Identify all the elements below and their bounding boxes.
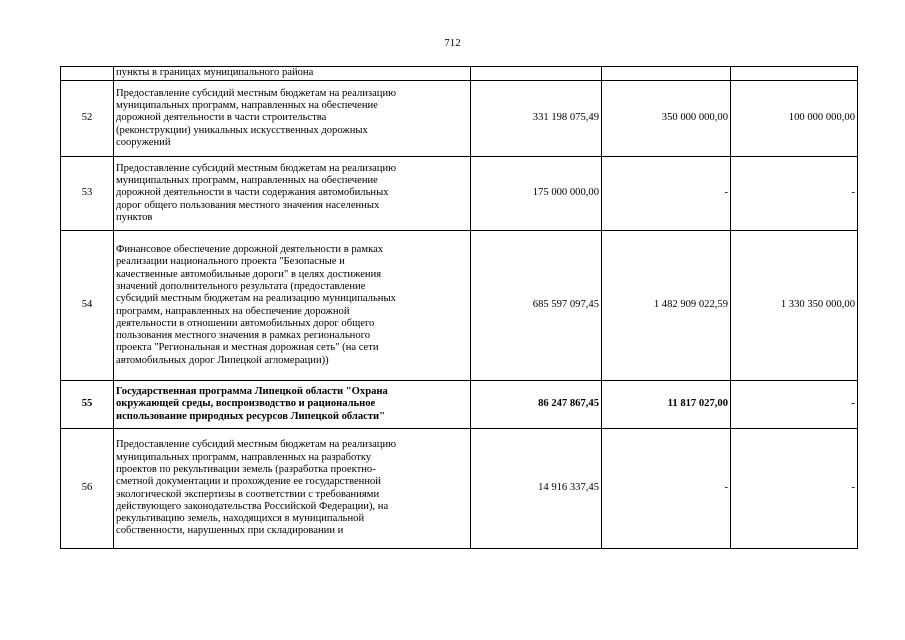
description-line: проектов по рекультивации земель (разработка проектно- [116, 463, 376, 475]
description-line: качественные автомобильные дороги" в целях достижения [116, 268, 382, 280]
amount-year-1: 175 000 000,00 [471, 157, 602, 231]
description-line: пункты в границах муниципального района [116, 67, 314, 79]
amount-year-1: 685 597 097,45 [471, 231, 602, 381]
description-line: использование природных ресурсов Липецкой области" [116, 410, 386, 422]
description-line: Предоставление субсидий местным бюджетам на реализацию [116, 87, 397, 99]
amount-year-3: 1 330 350 000,00 [731, 231, 858, 381]
budget-table [60, 66, 858, 549]
table-row [61, 381, 858, 429]
row-number: 54 [61, 231, 114, 381]
description-line: собственности, нарушенных при складировании и [116, 525, 344, 537]
description-line: автомобильных дорог Липецкой агломерации)) [116, 354, 329, 366]
description-line: значений дополнительного результата (предоставление [116, 280, 366, 292]
table-row [61, 67, 858, 81]
description-line: программ, направленных на обеспечение дорожной [116, 305, 350, 317]
amount-year-2: - [602, 429, 731, 549]
amount-year-3 [731, 67, 858, 81]
description-line: экологической экспертизы в соответствии с требованиями [116, 488, 380, 500]
amount-year-3: - [731, 429, 858, 549]
description-line: Предоставление субсидий местным бюджетам на реализацию [116, 162, 397, 174]
description-line: субсидий местным бюджетам на реализацию муниципальных [116, 293, 396, 305]
description-line: рекультивацию земель, находящихся в муниципальной [116, 513, 365, 525]
row-description [114, 381, 471, 429]
row-number: 52 [61, 81, 114, 157]
amount-year-1: 86 247 867,45 [471, 381, 602, 429]
amount-year-1 [471, 67, 602, 81]
description-line: окружающей среды, воспроизводство и рациональное [116, 398, 376, 410]
amount-year-2: 350 000 000,00 [602, 81, 731, 157]
row-number [61, 67, 114, 81]
amount-year-2: 1 482 909 022,59 [602, 231, 731, 381]
amount-year-3: - [731, 157, 858, 231]
description-line: Предоставление субсидий местным бюджетам на реализацию [116, 439, 397, 451]
row-number: 55 [61, 381, 114, 429]
description-line: дорог общего пользования местного значения населенных [116, 199, 380, 211]
row-number: 53 [61, 157, 114, 231]
row-description [114, 231, 471, 381]
row-description [114, 67, 471, 81]
description-line: дорожной деятельности в части строительства [116, 112, 327, 124]
table-row [61, 231, 858, 381]
amount-year-2 [602, 67, 731, 81]
row-description [114, 81, 471, 157]
description-line: пользования местного значения в рамках регионального [116, 330, 371, 342]
amount-year-2: 11 817 027,00 [602, 381, 731, 429]
description-line: сметной документации и прохождение ее государственной [116, 476, 381, 488]
description-line: реализации национального проекта "Безопасные и [116, 256, 345, 268]
table-body [61, 67, 858, 549]
row-description [114, 429, 471, 549]
amount-year-1: 14 916 337,45 [471, 429, 602, 549]
description-line: муниципальных программ, направленных на разработку [116, 451, 372, 463]
page-number: 712 [444, 37, 461, 49]
description-line: сооружений [116, 136, 171, 148]
description-line: муниципальных программ, направленных на обеспечение [116, 100, 378, 112]
description-line: действующего законодательства Российской Федерации), на [116, 500, 389, 512]
row-number: 56 [61, 429, 114, 549]
amount-year-2: - [602, 157, 731, 231]
amount-year-3: - [731, 381, 858, 429]
description-line: деятельности в отношении автомобильных дорог общего [116, 317, 375, 329]
description-line: проекта "Региональная и местная дорожная сеть" (на сети [116, 342, 379, 354]
amount-year-3: 100 000 000,00 [731, 81, 858, 157]
description-line: (реконструкции) уникальных искусственных дорожных [116, 124, 368, 136]
table-row [61, 157, 858, 231]
row-description [114, 157, 471, 231]
description-line: дорожной деятельности в части содержания автомобильных [116, 187, 389, 199]
description-line: пунктов [116, 211, 153, 223]
description-line: муниципальных программ, направленных на обеспечение [116, 175, 378, 187]
table-row [61, 81, 858, 157]
description-line: Финансовое обеспечение дорожной деятельности в рамках [116, 244, 384, 256]
description-line: Государственная программа Липецкой области "Охрана [116, 386, 388, 398]
table-row [61, 429, 858, 549]
amount-year-1: 331 198 075,49 [471, 81, 602, 157]
